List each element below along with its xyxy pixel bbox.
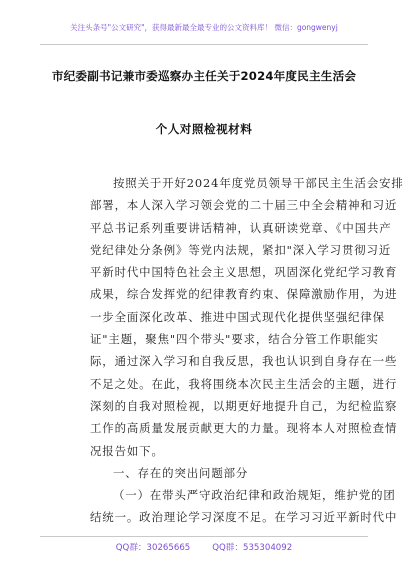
document-body [90,172,404,529]
body-line: 况报告如下。 [90,443,164,458]
body-line: 证"主题，聚焦"四个带头"要求，结合分管工作职能实 [90,332,379,347]
footer-divider [40,536,368,537]
body-line: 深刻的自我对照检视，以期更好地提升自己，为纪检监察 [90,398,398,413]
body-line: 际，通过深入学习和自我反思，我也认识到自身存在一些 [90,354,398,369]
footer-qq-group-2: QQ群：535304092 [212,543,293,553]
header-divider [40,44,368,45]
body-line: 平新时代中国特色社会主义思想，巩固深化党纪学习教育 [90,265,398,280]
header-banner: 关注头条号"公文研究"，获得最新最全最专业的公文资料库！ 微信：gongwenyj [70,23,338,32]
body-line: 部署，本人深入学习领会党的二十届三中全会精神和习近 [90,198,398,213]
footer-contact [0,541,408,553]
body-line: 一步全面深化改革、推进中国式现代化提供坚强纪律保 [90,309,385,324]
section-heading: 一、存在的突出问题部分 [113,465,249,480]
body-line: 按照关于开好2024年度党员领导干部民主生活会安排 [113,176,404,190]
body-line: 结统一。政治理论学习深度不足。在学习习近平新时代中 [90,510,398,525]
document-subtitle: 个人对照检视材料 [155,122,253,136]
body-line: 党纪律处分条例》等党内法规，紧扣"深入学习贯彻习近 [90,242,392,257]
body-line: 平总书记系列重要讲话精神，认真研读党章、《中国共产 [90,220,392,235]
subsection-heading: （一）在带头严守政治纪律和政治规矩，维护党的团 [113,488,396,503]
body-line: 不足之处。在此，我将围绕本次民主生活会的主题，进行 [90,376,398,391]
footer-qq-group-1: QQ群：30265665 [115,543,191,553]
document-title: 市纪委副书记兼市委巡察办主任关于2024年度民主生活会 [51,69,357,83]
body-line: 成果，综合发挥党的纪律教育约束、保障激励作用，为进 [90,287,398,302]
body-line: 工作的高质量发展贡献更大的力量。现将本人对照检查情 [90,421,398,436]
